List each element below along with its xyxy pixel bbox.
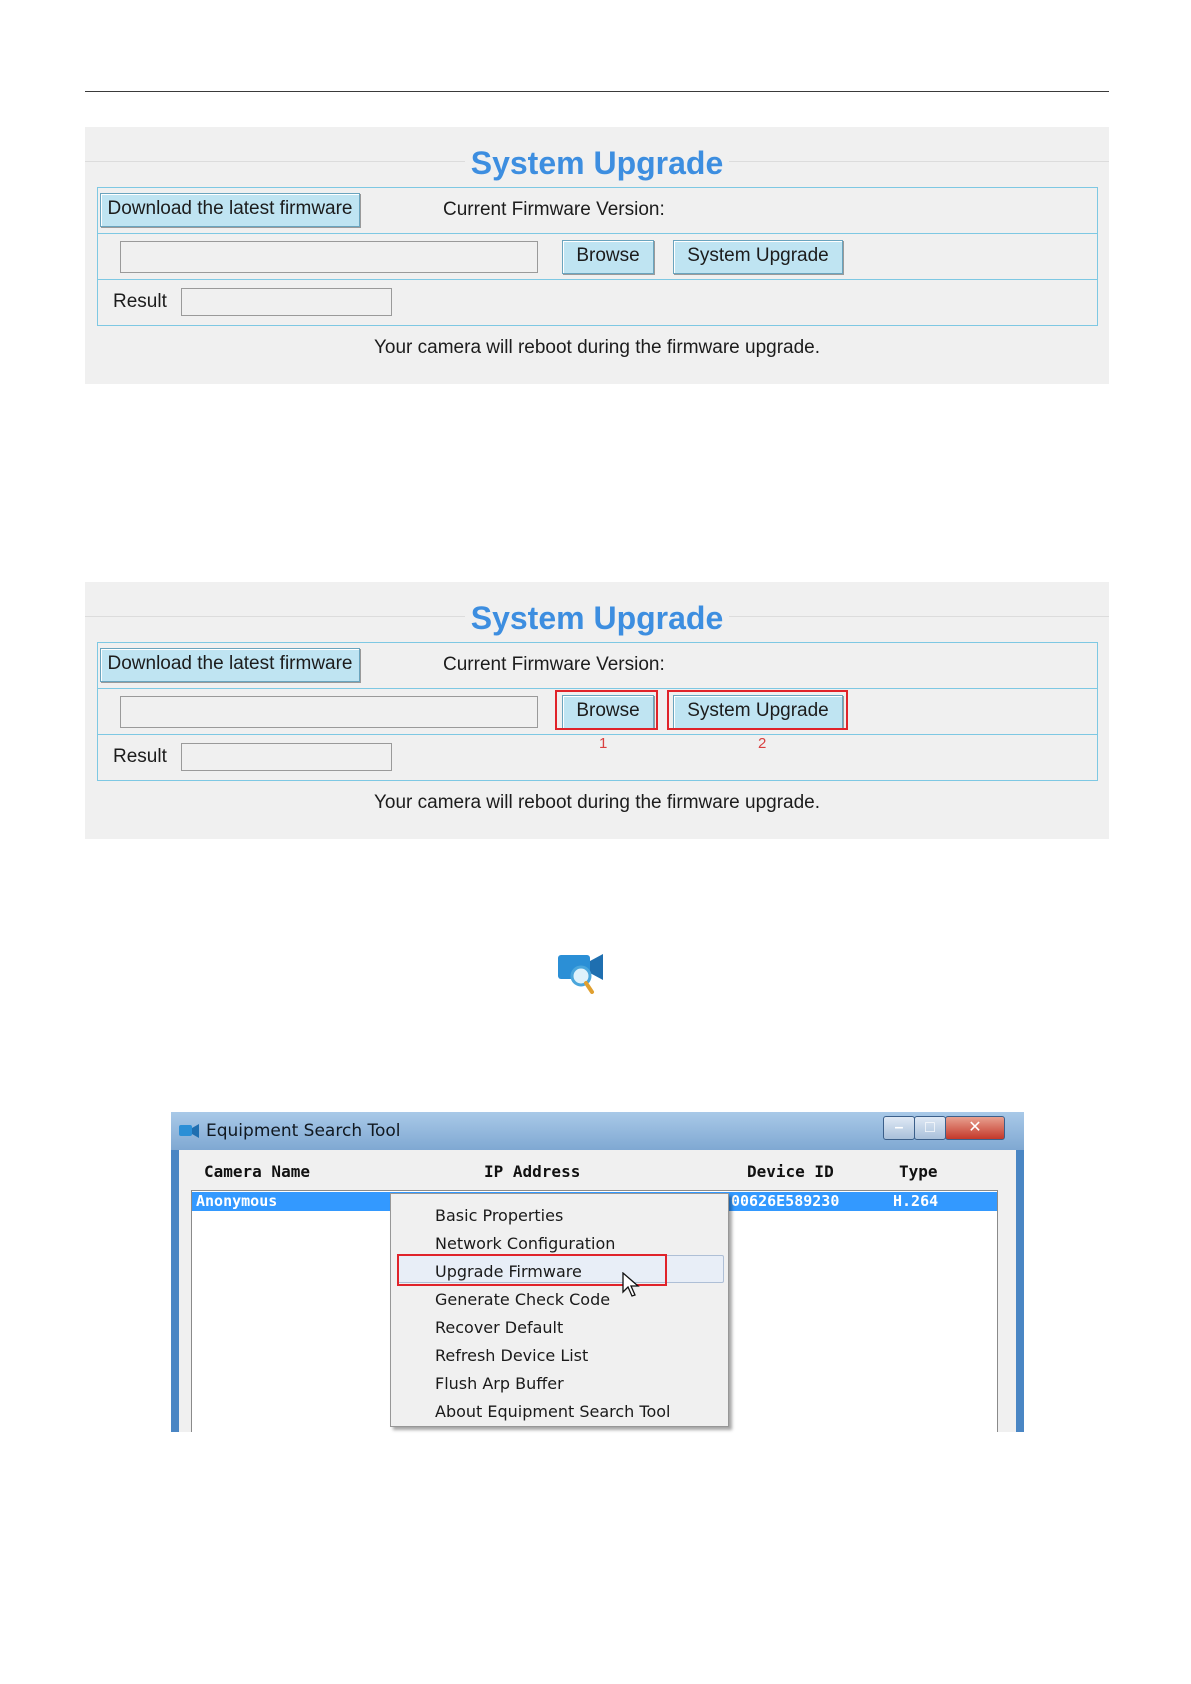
reboot-note: Your camera will reboot during the firmware upgrade. [373,337,821,358]
system-upgrade-panel-2 [85,582,1109,839]
firmware-version-label: Current Firmware Version: [443,654,665,675]
row-download [98,643,1098,689]
firmware-file-input[interactable] [120,696,538,728]
step-marker-2: 2 [758,735,767,752]
menu-item-generate-check-code[interactable]: Generate Check Code [435,1290,611,1309]
row-file [98,689,1098,735]
menu-item-flush-arp-buffer[interactable]: Flush Arp Buffer [435,1374,564,1393]
reboot-note: Your camera will reboot during the firmware upgrade. [373,792,821,813]
app-camera-icon [179,1123,199,1139]
column-ip-address[interactable]: IP Address [484,1162,581,1181]
cell-device-id: 00626E589230 [731,1192,840,1210]
system-upgrade-button[interactable]: System Upgrade [673,240,843,274]
equipment-search-tool-icon [557,952,605,994]
result-label: Result [113,291,167,312]
window-title: Equipment Search Tool [206,1121,401,1141]
maximize-icon[interactable]: □ [914,1116,946,1140]
menu-item-recover-default[interactable]: Recover Default [435,1318,564,1337]
result-label: Result [113,746,167,767]
browse-highlight-box [555,690,658,730]
panel-title: System Upgrade [465,600,730,636]
menu-item-network-configuration[interactable]: Network Configuration [435,1234,616,1253]
system-upgrade-panel-1 [85,127,1109,384]
close-icon[interactable]: ✕ [945,1116,1005,1140]
menu-item-about[interactable]: About Equipment Search Tool [435,1402,671,1421]
menu-item-refresh-device-list[interactable]: Refresh Device List [435,1346,589,1365]
minimize-icon[interactable]: – [883,1116,915,1140]
row-result [98,280,1098,326]
download-firmware-button[interactable]: Download the latest firmware [100,648,360,682]
result-field [181,743,392,771]
firmware-file-input[interactable] [120,241,538,273]
column-device-id[interactable]: Device ID [747,1162,834,1181]
window-titlebar [171,1112,1024,1150]
browse-button[interactable]: Browse [562,695,654,729]
menu-item-upgrade-firmware[interactable]: Upgrade Firmware [435,1262,582,1281]
row-download [98,188,1098,234]
system-upgrade-button[interactable]: System Upgrade [673,695,843,729]
upgrade-highlight-box [667,690,848,730]
cell-camera-name: Anonymous [196,1192,278,1210]
upgrade-form-grid [97,642,1098,781]
column-type[interactable]: Type [899,1162,938,1181]
menu-item-basic-properties[interactable]: Basic Properties [435,1206,564,1225]
mouse-cursor-icon [622,1272,640,1298]
cell-type: H.264 [893,1192,939,1210]
row-result [98,735,1098,781]
download-firmware-button[interactable]: Download the latest firmware [100,193,360,227]
browse-button[interactable]: Browse [562,240,654,274]
column-camera-name[interactable]: Camera Name [204,1162,310,1181]
page-header-rule [85,91,1109,92]
panel-title: System Upgrade [465,145,730,181]
row-file [98,234,1098,280]
firmware-version-label: Current Firmware Version: [443,199,665,220]
step-marker-1: 1 [599,735,608,752]
context-menu [390,1193,729,1427]
result-field [181,288,392,316]
upgrade-form-grid [97,187,1098,326]
